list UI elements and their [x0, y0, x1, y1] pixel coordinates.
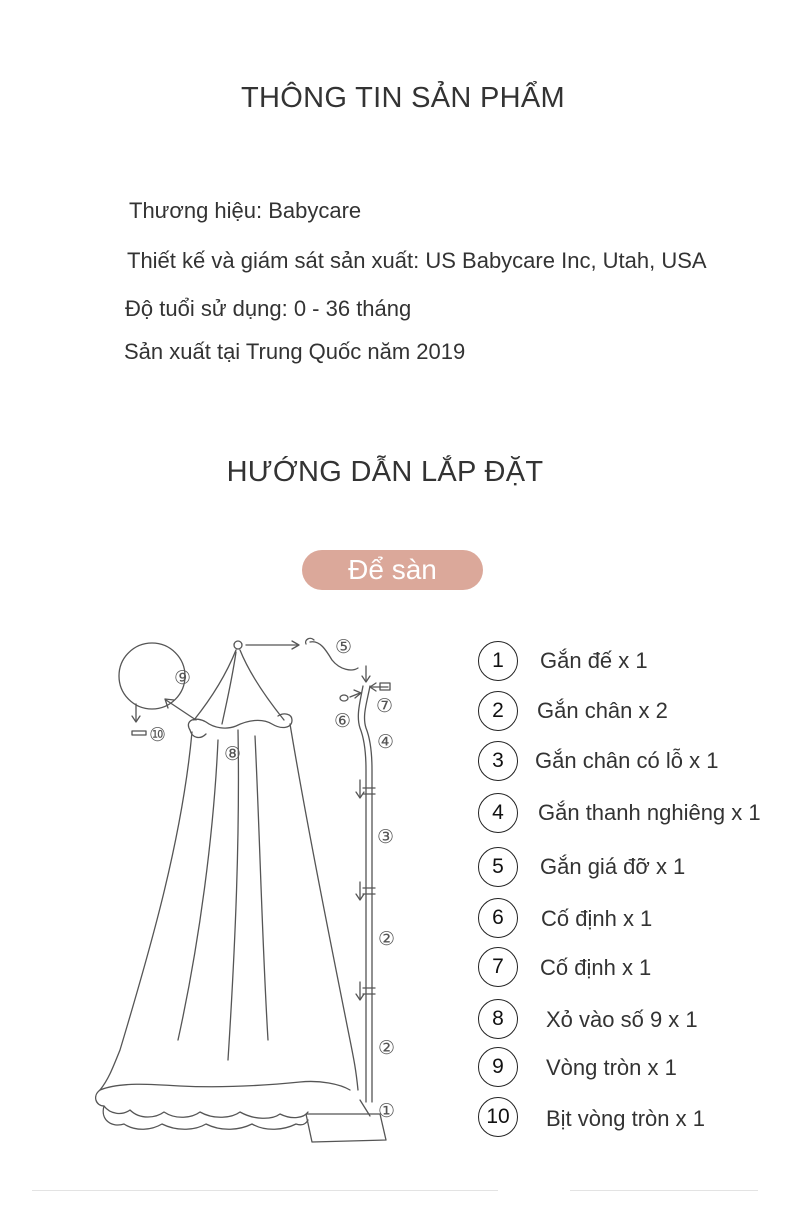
part-label: Cố định x 1	[541, 906, 653, 931]
part-number-badge: 3	[478, 741, 518, 781]
part-number-badge: 8	[478, 999, 518, 1039]
diagram-label-4: ④	[377, 731, 395, 753]
part-label: Gắn chân x 2	[537, 698, 668, 723]
info-design: Thiết kế và giám sát sản xuất: US Babycare Inc, Utah, USA	[127, 248, 707, 273]
install-guide-title: HƯỚNG DẪN LẮP ĐẶT	[226, 456, 544, 488]
part-number-badge: 4	[478, 793, 518, 833]
part-label: Gắn đế x 1	[540, 648, 648, 673]
diagram-label-7: ⑦	[376, 695, 394, 717]
part-label: Cố định x 1	[540, 955, 652, 980]
diagram-label-5: ⑤	[335, 636, 353, 658]
info-brand: Thương hiệu: Babycare	[129, 198, 362, 223]
part-label: Gắn giá đỡ x 1	[540, 854, 686, 879]
footer-divider-right	[570, 1190, 758, 1191]
part-number-badge: 1	[478, 641, 518, 681]
part-number-badge: 9	[478, 1047, 518, 1087]
part-number-badge: 10	[478, 1097, 518, 1137]
diagram-label-2a: ②	[378, 928, 396, 950]
ring-cap-drawing	[132, 731, 146, 735]
part-label: Vòng tròn x 1	[546, 1055, 677, 1080]
diagram-label-9: ⑨	[174, 667, 192, 689]
product-info-title: THÔNG TIN SẢN PHẨM	[241, 82, 565, 114]
part-number-badge: 7	[478, 947, 518, 987]
diagram-label-8: ⑧	[224, 743, 242, 765]
diagram-label-10: ⑩	[149, 724, 167, 746]
info-origin: Sản xuất tại Trung Quốc năm 2019	[124, 339, 466, 364]
diagram-label-6: ⑥	[334, 710, 352, 732]
canopy-assembly-diagram	[0, 620, 470, 1160]
diagram-label-1: ①	[378, 1100, 396, 1122]
net-right-edge	[290, 724, 358, 1090]
part-number-badge: 5	[478, 847, 518, 887]
part-number-badge: 6	[478, 898, 518, 938]
part-label: Xỏ vào số 9 x 1	[546, 1007, 698, 1032]
part-label: Gắn chân có lỗ x 1	[535, 748, 719, 773]
footer-divider-left	[32, 1190, 498, 1191]
part-label: Gắn thanh nghiêng x 1	[538, 800, 761, 825]
info-age: Độ tuổi sử dụng: 0 - 36 tháng	[125, 296, 412, 321]
diagram-label-2b: ②	[378, 1037, 396, 1059]
part-label: Bịt vòng tròn x 1	[546, 1106, 705, 1131]
part-number-badge: 2	[478, 691, 518, 731]
floor-stand-tab[interactable]: Để sàn	[302, 550, 483, 590]
diagram-label-3: ③	[377, 826, 395, 848]
base-drawing	[306, 1114, 386, 1142]
